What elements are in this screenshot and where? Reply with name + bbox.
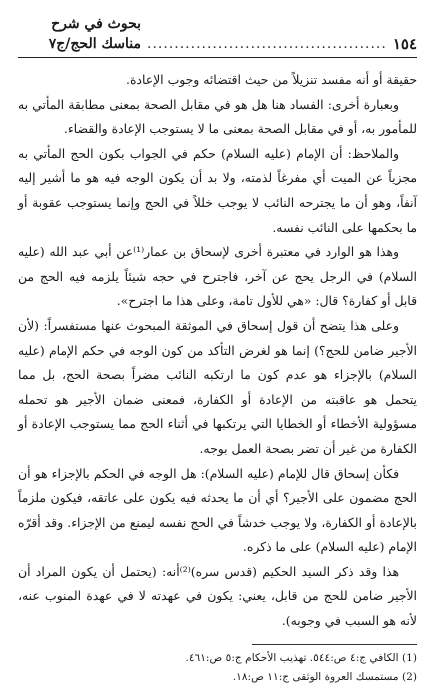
paragraph: وبعبارة أخرى: الفساد هنا هل هو في مقابل الصحة بمعنى مطابقة المأتي به للمأمور به، أو في مقابل الصحة بمعنى ما لا يستوجب الإعادة والقضاء. — [18, 96, 417, 137]
paragraph: هذا وقد ذكر السيد الحكيم (قدس سره)⁽²⁾أنه: (يحتمل أن يكون المراد أن الأجير ضامن للحج من قابل، يعني: يكون في عهدته لا في عهدة المنوب عنه، لأنه هو السبب في وجوبه). — [18, 563, 417, 629]
footnote: (2) مستمسك العروة الوثقى ج:١١ ص:١٨. — [232, 670, 417, 683]
footnote-separator — [252, 644, 417, 645]
page-header — [18, 14, 417, 58]
paragraph: والملاحظ: أن الإمام (عليه السلام) حكم في الجواب بكون الحج المأتي به مجزياً عن الميت أي مفرغاً لذمته، ولا بد أن يكون الوجه فيه هو ما أشير إليه آنفاً، وهو أن ما يجترحه النائب لا يوجب خللاً في الحج وإنما يستوجب عقوبة أو ما بحكمها على النائب نفسه. — [18, 145, 417, 235]
body-text — [18, 68, 417, 634]
footnote: (1) الكافي ج:٤ ص:٥٤٤. تهذيب الأحكام ج:٥ ص:٤٦١. — [185, 651, 417, 664]
page-number: ١٥٤ — [392, 35, 417, 53]
header-dot-leader: ............................................ — [147, 36, 387, 52]
paragraph: حقيقة أو أنه مفسد تنزيلاً من حيث اقتضائه وجوب الإعادة. — [126, 72, 417, 87]
running-title: بحوث في شرح مناسك الحج/ج٧ — [48, 16, 142, 52]
paragraph: فكأن إسحاق قال للإمام (عليه السلام): هل الوجه في الحكم بالإجزاء هو أن الحج مضمون على الأجير؟ أي أن ما يحدثه فيه يكون على عاتقه، فيكون ملزماً بالإعادة أو الكفارة، ولا يوجب خدشاً في الحج نفسه ليمنع من الإجزاء. وقد أقرّه الإمام (عليه السلام) على ما ذكره. — [18, 465, 417, 555]
paragraph: وعلى هذا يتضح أن قول إسحاق في الموثقة المبحوث عنها مستفسراً: (لأن الأجير ضامن للحج؟) إنما هو لغرض التأكد من كون الوجه في حكم الإمام (عليه السلام) بالإجزاء هو عدم كون ما ارتكبه النائب مضراً بصحة الحج، بل مما يتحمل هو عاقبته من الإعادة أو الكفارة، فمعنى ضمان الأجير هو تحمله مسؤولية الأخطاء أو الخطايا التي يرتكبها في أثناء الحج مما يستوجب الإعادة أو الكفارة من غير أن تضر بصحة العمل بوجه. — [18, 317, 417, 456]
paragraph: وهذا هو الوارد في معتبرة أخرى لإسحاق بن عمار⁽¹⁾عن أبي عبد الله (عليه السلام) في الرجل يحج عن آخر، فاجترح في حجه شيئاً يلزمه فيه الحج من قابل أو كفارة؟ قال: «هي للأول تامة، وعلى هذا ما اجترح». — [18, 244, 417, 309]
